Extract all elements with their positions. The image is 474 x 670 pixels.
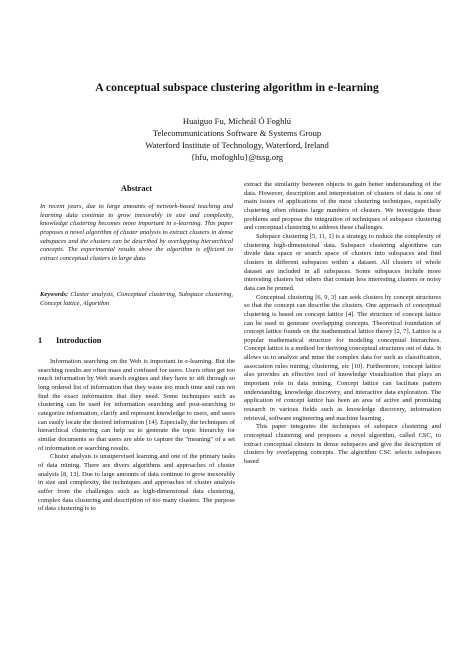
paragraph: extract the similarity between objects to gain better understanding of the data. However, description and interpretation of clusters of data is one of main issues of applications of the most clustering techniques, especially clustering often obtains large numbers of clusters. We investigate these problems and propose the integration of techniques of subspace clustering and conceptual clustering to address these challenges.	[244, 181, 441, 232]
keywords-text: Cluster analysis, Conceptual clustering, Subspace clustering, Concept lattice, Algorithm	[40, 291, 233, 307]
abstract-heading: Abstract	[120, 184, 153, 193]
paper-title: A conceptual subspace clustering algorithm in e-learning	[95, 81, 379, 94]
paragraph: Subspace clustering [5, 11, 1] is a strategy to reduce the complexity of clustering high-dimensional data. Subspace clustering algorithms can divide data space or search space of clusters into subspaces and find clusters in different subspaces within a dataset. All clusters of whole dataset are included in all subspaces. Some subspaces include more interesting clusters but others that contain less interesting clusters or noisy data can be pruned.	[244, 232, 441, 292]
introduction-body	[38, 358, 235, 514]
section-heading-introduction	[38, 336, 101, 345]
author-institute: Waterford Institute of Technology, Waterford, Ireland	[145, 140, 329, 151]
author-email: {hfu, mofoghlu}@tssg.org	[190, 152, 284, 163]
paragraph: This paper integrates the techniques of subspace clustering and conceptual clustering and proposes a novel algorithm, called CSC, to extract conceptual clusters in dense subspaces and give the description of clusters by overlapping concepts. The algorithm CSC selects subspaces based	[244, 423, 441, 465]
paragraph: Information searching on the Web is important in e-learning. But the searching results are often mass and confused for users. Users often get too much information by Web search engines and they have to sift through so long ordered list of information that they waste too much time and can not find the exact information that they need. Some techniques such as clustering can be used for information searching and post-searching to categorize information, clarify and represent knowledge to users, and users can easily locate the desired information [14]. Especially, the techniques of hierarchical clustering can help us to generate the topic hierarchy for similar documents so that users are able to capture the "meaning" of a set of information or searching results.	[38, 358, 235, 452]
author-group: Telecommunications Software & Systems Group	[152, 128, 322, 139]
author-names: Huaiguo Fu, Mícheál Ó Foghlú	[182, 116, 292, 126]
keywords-label: Keywords:	[40, 291, 69, 298]
section-number: 1	[38, 336, 43, 345]
section-title: Introduction	[56, 336, 102, 345]
author-block	[0, 115, 474, 163]
paragraph: Cluster analysis is unsupervised learning and one of the primary tasks of data mining. There are divers algorithms and approaches of cluster analysis [8, 13]. Due to large amounts of data continue to grow inexorably in size and complexity, the techniques and approaches of cluster analysis suffer from the challenges such as high-dimensional data clustering, complex data clustering and description of too many clusters. The purpose of data clustering is to	[38, 453, 235, 513]
right-column-body	[244, 181, 441, 467]
paragraph: Conceptual clustering [6, 9, 3] can seek clusters by concept structures so that the concept can describe the clusters. One approach of conceptual clustering is based on concept lattice [4]. The structure of concept lattice can be used to generate overlapping concepts. Theoretical foundation of concept lattice founds on the mathematical lattice theory [2, 7]. Lattice is a popular mathematical structure for modeling conceptual hierarchies. Concept lattice is a method for deriving conceptual structures out of data. It allows us to analyze and mine the complex data for such as classification, association rules mining, clustering, etc [10]. Furthermore, concept lattice also provides an effective tool of knowledge visualization that plays an important role in data mining. Concept lattice can facilitate pattern understanding, knowledge discovery, and interactive data exploration. The application of concept lattice has been an area of active and promising research in various fields such as knowledge discovery, information retrieval, software engineering and machine learning .	[244, 293, 441, 422]
keywords	[40, 291, 233, 308]
abstract-text: In recent years, due to large amounts of network-based teaching and learning data continue to grow inexorably in size and complexity, knowledge clustering becomes more important in e-learning. This paper proposes a novel algorithm of cluster analysis to extract clusters in dense subspaces and the clusters can be described by overlapping hierarchical concepts. The experimental results show the algorithm is efficient to extract conceptual clusters in large data.	[40, 203, 233, 262]
